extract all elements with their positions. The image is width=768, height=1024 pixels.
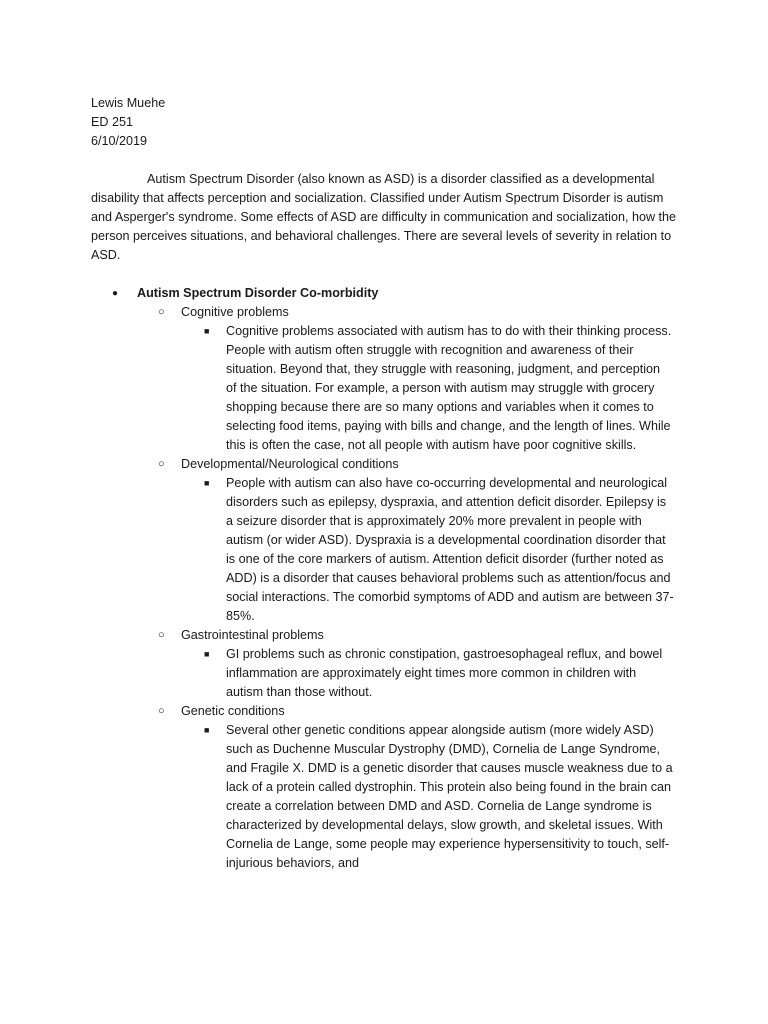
subtopic-detail: People with autism can also have co-occurring developmental and neurological disorders such as epilepsy, dyspraxia, and attention deficit disorder. Epilepsy is a seizure disorder that is approximately 20% more prevalent in people with autism (or wider ASD). Dyspraxia is a developmental coordination disorder that is one of the core markers of autism. Attention deficit disorder (further noted as ADD) is a disorder that causes behavioral problems such as attention/focus and social interactions. The comorbid symptoms of ADD and autism are between 37-85%. xyxy=(226,476,674,623)
subtopic-detail: Several other genetic conditions appear alongside autism (more widely ASD) such as Duchenne Muscular Dystrophy (DMD), Cornelia de Lange Syndrome, and Fragile X. DMD is a genetic disorder that causes muscle weakness due to a lack of a protein called dystrophin. This protein also being found in the brain can create a correlation between DMD and ASD. Cornelia de Lange syndrome is characterized by developmental delays, slow growth, and skeletal issues. With Cornelia de Lange, some people may experience hypersensitivity to touch, self-injurious behaviors, and xyxy=(226,723,673,870)
list-item-level3 xyxy=(91,645,691,702)
list-item-level1 xyxy=(91,284,691,303)
square-bullet-icon: ■ xyxy=(204,478,210,488)
hollow-circle-bullet-icon: ○ xyxy=(158,705,165,717)
square-bullet-icon: ■ xyxy=(204,649,210,659)
author-name: Lewis Muehe xyxy=(91,96,166,110)
list-item-level3 xyxy=(91,474,691,626)
subtopic-detail: Cognitive problems associated with autism has to do with their thinking process. People with autism often struggle with recognition and awareness of their situation. Beyond that, they struggle with reasoning, judgment, and perception of the situation. For example, a person with autism may struggle with grocery shopping because there are so many options and variables when it comes to selecting food items, paying with bills and change, and the length of lines. While this is often the case, not all people with autism have poor cognitive skills. xyxy=(226,324,672,452)
document-header xyxy=(91,94,165,151)
hollow-circle-bullet-icon: ○ xyxy=(158,458,165,470)
course-code: ED 251 xyxy=(91,115,134,129)
subtopic-detail: GI problems such as chronic constipation, gastroesophageal reflux, and bowel inflammation are approximately eight times more common in children with autism than those without. xyxy=(226,647,663,699)
subtopic-label: Developmental/Neurological conditions xyxy=(181,457,399,471)
list-item-level3 xyxy=(91,322,691,455)
comorbidity-list xyxy=(91,284,691,873)
subtopic-label: Genetic conditions xyxy=(181,704,285,718)
intro-paragraph: Autism Spectrum Disorder (also known as ASD) is a disorder classified as a developmental disability that affects perception and socialization. Classified under Autism Spectrum Disorder is autism and Asperger's syndrome. Some effects of ASD are difficulty in communication and socialization, how the person perceives situations, and behavioral challenges. There are several levels of severity in relation to ASD. xyxy=(91,172,677,262)
section-title: Autism Spectrum Disorder Co-morbidity xyxy=(137,286,379,300)
document-date: 6/10/2019 xyxy=(91,134,148,148)
list-item-level2 xyxy=(91,626,691,645)
hollow-circle-bullet-icon: ○ xyxy=(158,306,165,318)
filled-circle-bullet-icon: ● xyxy=(112,288,119,299)
subtopic-label: Gastrointestinal problems xyxy=(181,628,324,642)
square-bullet-icon: ■ xyxy=(204,326,210,336)
list-item-level3 xyxy=(91,721,691,873)
list-item-level2 xyxy=(91,455,691,474)
subtopic-label: Cognitive problems xyxy=(181,305,289,319)
list-item-level2 xyxy=(91,303,691,322)
hollow-circle-bullet-icon: ○ xyxy=(158,629,165,641)
square-bullet-icon: ■ xyxy=(204,725,210,735)
list-item-level2 xyxy=(91,702,691,721)
